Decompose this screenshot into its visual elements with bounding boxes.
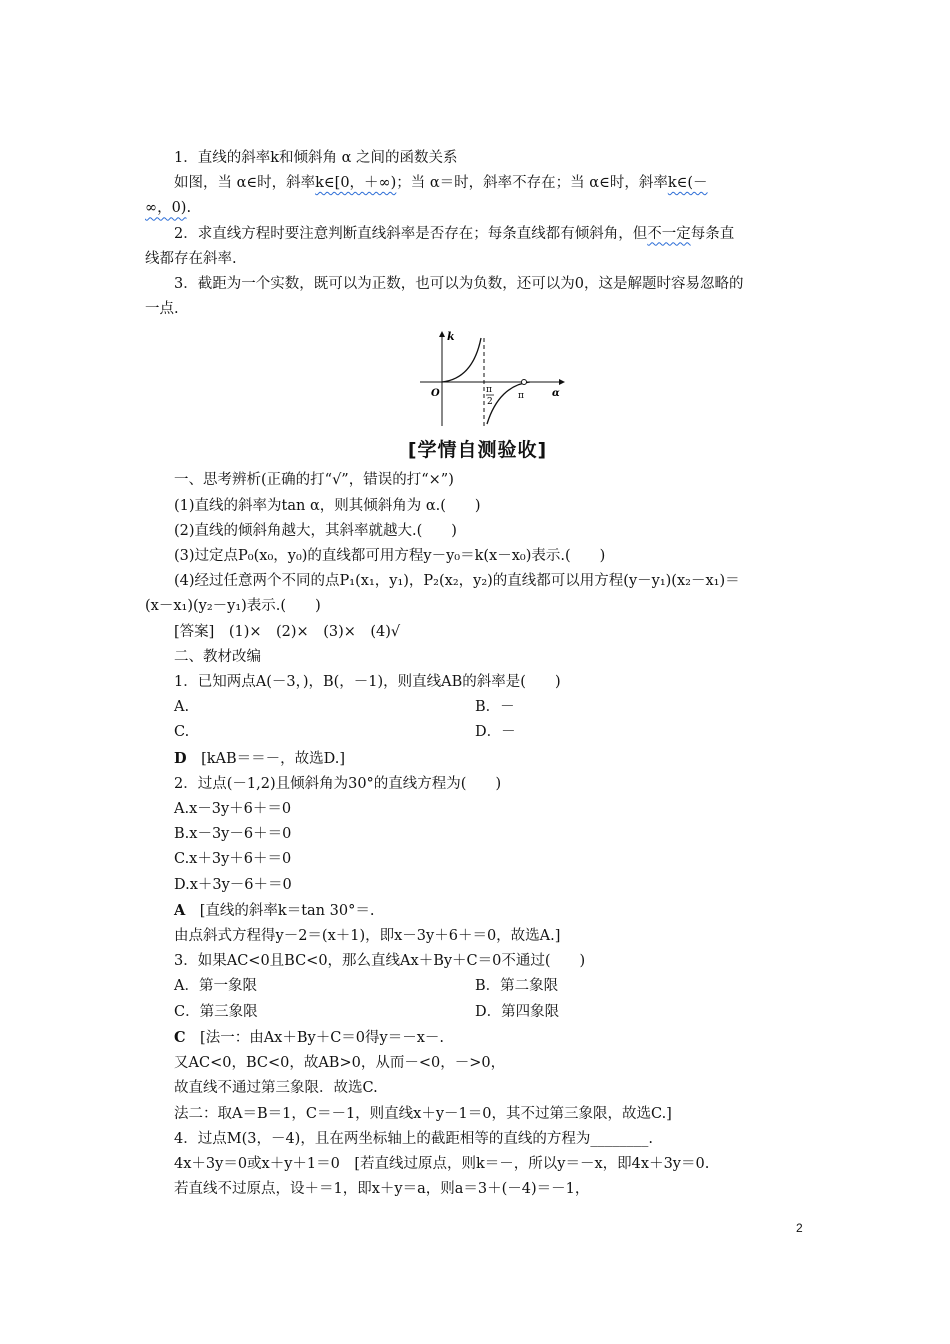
pi-label: π: [518, 391, 524, 402]
section1-question-1: (1)直线的斜率为tan α，则其倾斜角为 α.( ): [174, 497, 481, 514]
wavy-underline-range-positive: k∈[0，＋∞): [315, 175, 397, 192]
answer-letter: D: [174, 749, 187, 767]
intro-paragraph-1-line2: ∞，0).: [145, 200, 192, 217]
option-b: B．第二象限: [475, 978, 559, 995]
pi-over-2-denominator: 2: [487, 397, 493, 408]
exercise-2-answer-line2: 由点斜式方程得y－2＝(x＋1)，即x－3y＋6＋＝0，故选A.]: [174, 928, 561, 945]
exercise-3-answer-line4: 法二：取A＝B＝1，C＝－1，则直线x＋y－1＝0，其不过第三象限，故选C.]: [174, 1105, 672, 1122]
answer-letter: A: [174, 901, 186, 919]
section1-question-4-line2: (x－x₁)(y₂－y₁)表示.( ): [145, 598, 321, 615]
wavy-underline-not-necessarily: 不一定: [647, 225, 691, 242]
exercise-1-answer: D [kAB＝＝－，故选D.]: [174, 749, 346, 767]
option-c: C．第三象限: [174, 1003, 258, 1020]
option-d: D．－: [475, 724, 516, 741]
pi-open-point: [522, 380, 527, 385]
exercise-3-stem: 3．如果AC<0且BC<0，那么直线Ax＋By＋C＝0不通过( ): [174, 953, 586, 970]
answer-letter: C: [174, 1028, 186, 1046]
alpha-axis-label: α: [552, 388, 560, 400]
exercise-3-answer-line2: 又AC<0，BC<0，故AB>0，从而－<0，－>0，: [174, 1055, 506, 1072]
wavy-underline-range-negative-end: ∞，0): [145, 200, 187, 217]
exercise-1-options-ab: [145, 695, 810, 720]
option-d: D．第四象限: [475, 1003, 560, 1020]
exercise-3-options-ab: [145, 974, 810, 999]
exercise-3-answer-line3: 故直线不通过第三象限．故选C.: [174, 1080, 378, 1097]
section1-question-4-line1: (4)经过任意两个不同的点P₁(x₁，y₁)，P₂(x₂，y₂)的直线都可以用方程(y－y₁)(x₂－x₁)＝: [174, 573, 740, 590]
option-b: B．－: [475, 699, 515, 716]
section-banner: [学情自测验收]: [407, 439, 548, 462]
intro-paragraph-1-line1: 如图，当 α∈时，斜率k∈[0，＋∞)；当 α＝时，斜率不存在；当 α∈时，斜率k∈(－: [174, 175, 708, 192]
exercise-4-answer-line2: 若直线不过原点，设＋＝1，即x＋y＝a，则a＝3＋(－4)＝－1，: [174, 1181, 590, 1198]
option-a: A．第一象限: [174, 978, 257, 995]
wavy-underline-range-negative: k∈(－: [667, 175, 708, 192]
origin-label: O: [431, 388, 440, 400]
option-a: A.x－3y＋6＋＝0: [174, 801, 292, 818]
option-b: B.x－3y－6＋＝0: [174, 826, 292, 843]
section1-answer: [答案] (1)× (2)× (3)× (4)√: [174, 623, 401, 640]
section1-question-2: (2)直线的倾斜角越大，其斜率就越大.( ): [174, 522, 457, 539]
slope-angle-graph: [420, 328, 570, 426]
intro-paragraph-2-line2: 线都存在斜率.: [145, 250, 237, 267]
option-a: A.: [174, 699, 190, 716]
exercise-4-stem: 4．过点M(3，－4)，且在两坐标轴上的截距相等的直线的方程为________.: [174, 1130, 653, 1147]
section1-question-3: (3)过定点P₀(x₀，y₀)的直线都可用方程y－y₀＝k(x－x₀)表示.( ): [174, 548, 606, 565]
page-number: 2: [796, 1221, 803, 1235]
tangent-curve-left-branch: [442, 338, 481, 382]
exercise-4-answer-line1: 4x＋3y＝0或x＋y＋1＝0 [若直线过原点，则k＝－，所以y＝－x，即4x＋3y＝0.: [174, 1155, 710, 1172]
exercise-3-answer: C [法一：由Ax＋By＋C＝0得y＝－x－.: [174, 1028, 444, 1046]
section1-heading: 一、思考辨析(正确的打“√”，错误的打“×”): [174, 472, 454, 489]
option-c: C.: [174, 724, 190, 741]
option-c: C.x＋3y＋6＋＝0: [174, 851, 292, 868]
pi-over-2-numerator: π: [486, 385, 492, 396]
k-axis-label: k: [447, 330, 455, 344]
exercise-1-options-cd: [145, 720, 810, 745]
tangent-curve-right-branch: [487, 382, 530, 424]
section2-heading: 二、教材改编: [174, 648, 261, 665]
option-d: D.x＋3y－6＋＝0: [174, 876, 292, 893]
intro-paragraph-3-line2: 一点.: [145, 301, 179, 318]
intro-paragraph-2-line1: 2．求直线方程时要注意判断直线斜率是否存在；每条直线都有倾斜角，但不一定每条直: [174, 225, 735, 242]
page-content: [145, 146, 810, 1202]
intro-paragraph-1-title: 1．直线的斜率k和倾斜角 α 之间的函数关系: [174, 150, 458, 166]
exercise-1-stem: 1．已知两点A(－3，)，B(，－1)，则直线AB的斜率是( ): [174, 674, 561, 691]
intro-paragraph-3-line1: 3．截距为一个实数，既可以为正数，也可以为负数，还可以为0，这是解题时容易忽略的: [174, 276, 744, 293]
exercise-3-options-cd: [145, 1000, 810, 1025]
exercise-2-answer: A [直线的斜率k＝tan 30°＝.: [174, 901, 375, 919]
exercise-2-stem: 2．过点(－1,2)且倾斜角为30°的直线方程为( ): [174, 775, 502, 792]
